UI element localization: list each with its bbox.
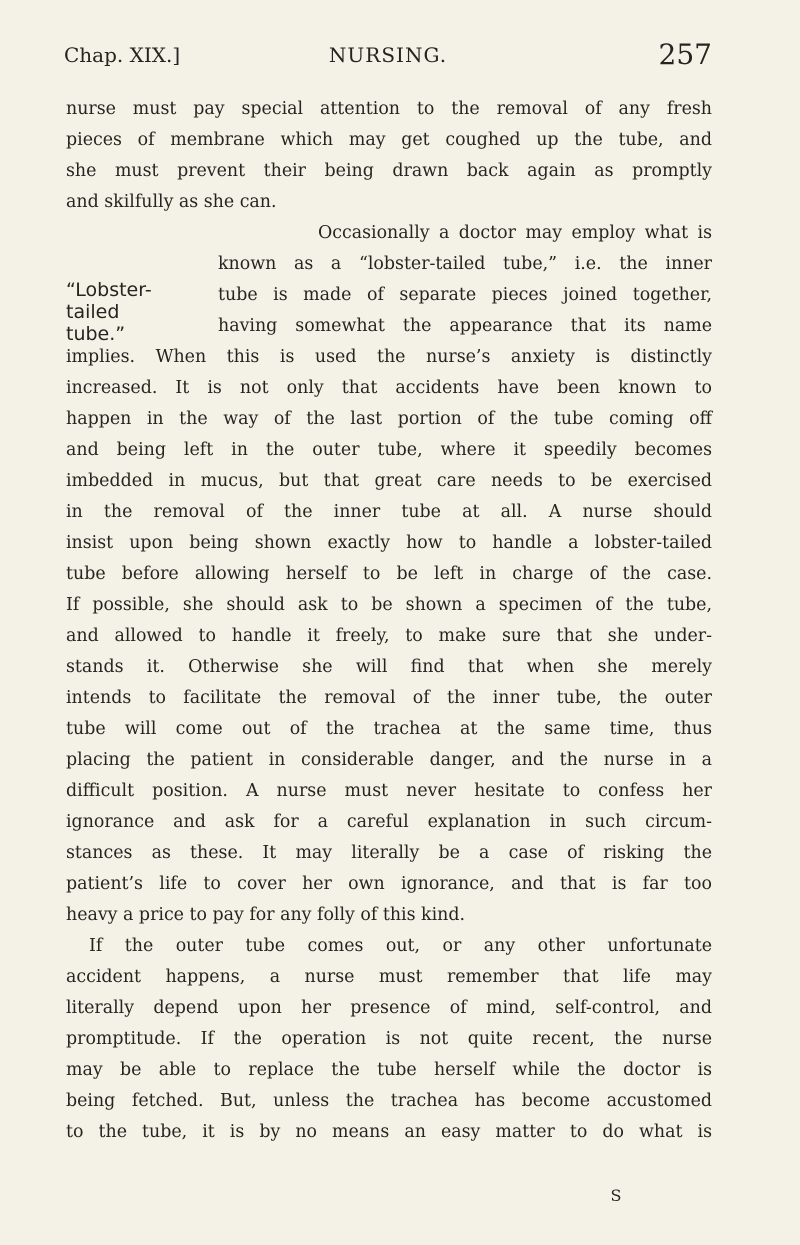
- text-line: and being left in the outer tube, where it speedily becomes: [66, 440, 712, 460]
- text-line: accident happens, a nurse must remember that life may: [66, 967, 712, 987]
- text-line: stands it. Otherwise she will find that when she merely: [66, 657, 712, 677]
- body-text: [66, 94, 712, 1148]
- header-title: NURSING.: [328, 43, 448, 67]
- text-line: promptitude. If the operation is not quite recent, the nurse: [66, 1029, 712, 1049]
- text-line: in the removal of the inner tube at all. A nurse should: [66, 502, 712, 522]
- margin-note-line: “Lobster-: [66, 279, 152, 301]
- text-line: and skilfully as she can.: [66, 192, 277, 212]
- text-line: pieces of membrane which may get coughed up the tube, and: [66, 130, 712, 150]
- text-line: to the tube, it is by no means an easy matter to do what is: [66, 1122, 712, 1142]
- text-line: If possible, she should ask to be shown a specimen of the tube,: [66, 595, 712, 615]
- text-line: happen in the way of the last portion of the tube coming off: [66, 409, 712, 429]
- text-line: ignorance and ask for a careful explanation in such circum-: [66, 812, 712, 832]
- text-line: placing the patient in considerable danger, and the nurse in a: [66, 750, 712, 770]
- text-line: insist upon being shown exactly how to handle a lobster-tailed: [66, 533, 712, 553]
- text-line: having somewhat the appearance that its name: [218, 316, 712, 336]
- text-line: stances as these. It may literally be a case of risking the: [66, 843, 712, 863]
- text-line: If the outer tube comes out, or any other unfortunate: [89, 936, 712, 956]
- header-chapter: Chap. XIX.]: [64, 43, 181, 67]
- text-line: known as a “lobster-tailed tube,” i.e. the inner: [218, 254, 712, 274]
- text-line: imbedded in mucus, but that great care needs to be exercised: [66, 471, 712, 491]
- text-line: implies. When this is used the nurse’s anxiety is distinctly: [66, 347, 712, 367]
- running-header: [64, 38, 712, 72]
- text-line: heavy a price to pay for any folly of this kind.: [66, 905, 465, 925]
- text-line: difficult position. A nurse must never hesitate to confess her: [66, 781, 712, 801]
- signature-mark: S: [610, 1186, 622, 1205]
- text-line: tube is made of separate pieces joined together,: [218, 285, 712, 305]
- page-number: 257: [658, 38, 712, 71]
- text-line: may be able to replace the tube herself while the doctor is: [66, 1060, 712, 1080]
- text-line: patient’s life to cover her own ignorance, and that is far too: [66, 874, 712, 894]
- text-line: and allowed to handle it freely, to make sure that she under-: [66, 626, 712, 646]
- text-line: being fetched. But, unless the trachea has become accustomed: [66, 1091, 712, 1111]
- text-line: intends to facilitate the removal of the inner tube, the outer: [66, 688, 712, 708]
- text-line: tube will come out of the trachea at the same time, thus: [66, 719, 712, 739]
- margin-note-line: tube.”: [66, 323, 126, 345]
- text-line: increased. It is not only that accidents have been known to: [66, 378, 712, 398]
- text-line: she must prevent their being drawn back again as promptly: [66, 161, 712, 181]
- text-line: Occasionally a doctor may employ what is: [318, 223, 712, 243]
- text-line: literally depend upon her presence of mind, self-control, and: [66, 998, 712, 1018]
- text-line: tube before allowing herself to be left in charge of the case.: [66, 564, 712, 584]
- margin-note-line: tailed: [66, 301, 120, 323]
- text-line: nurse must pay special attention to the removal of any fresh: [66, 99, 712, 119]
